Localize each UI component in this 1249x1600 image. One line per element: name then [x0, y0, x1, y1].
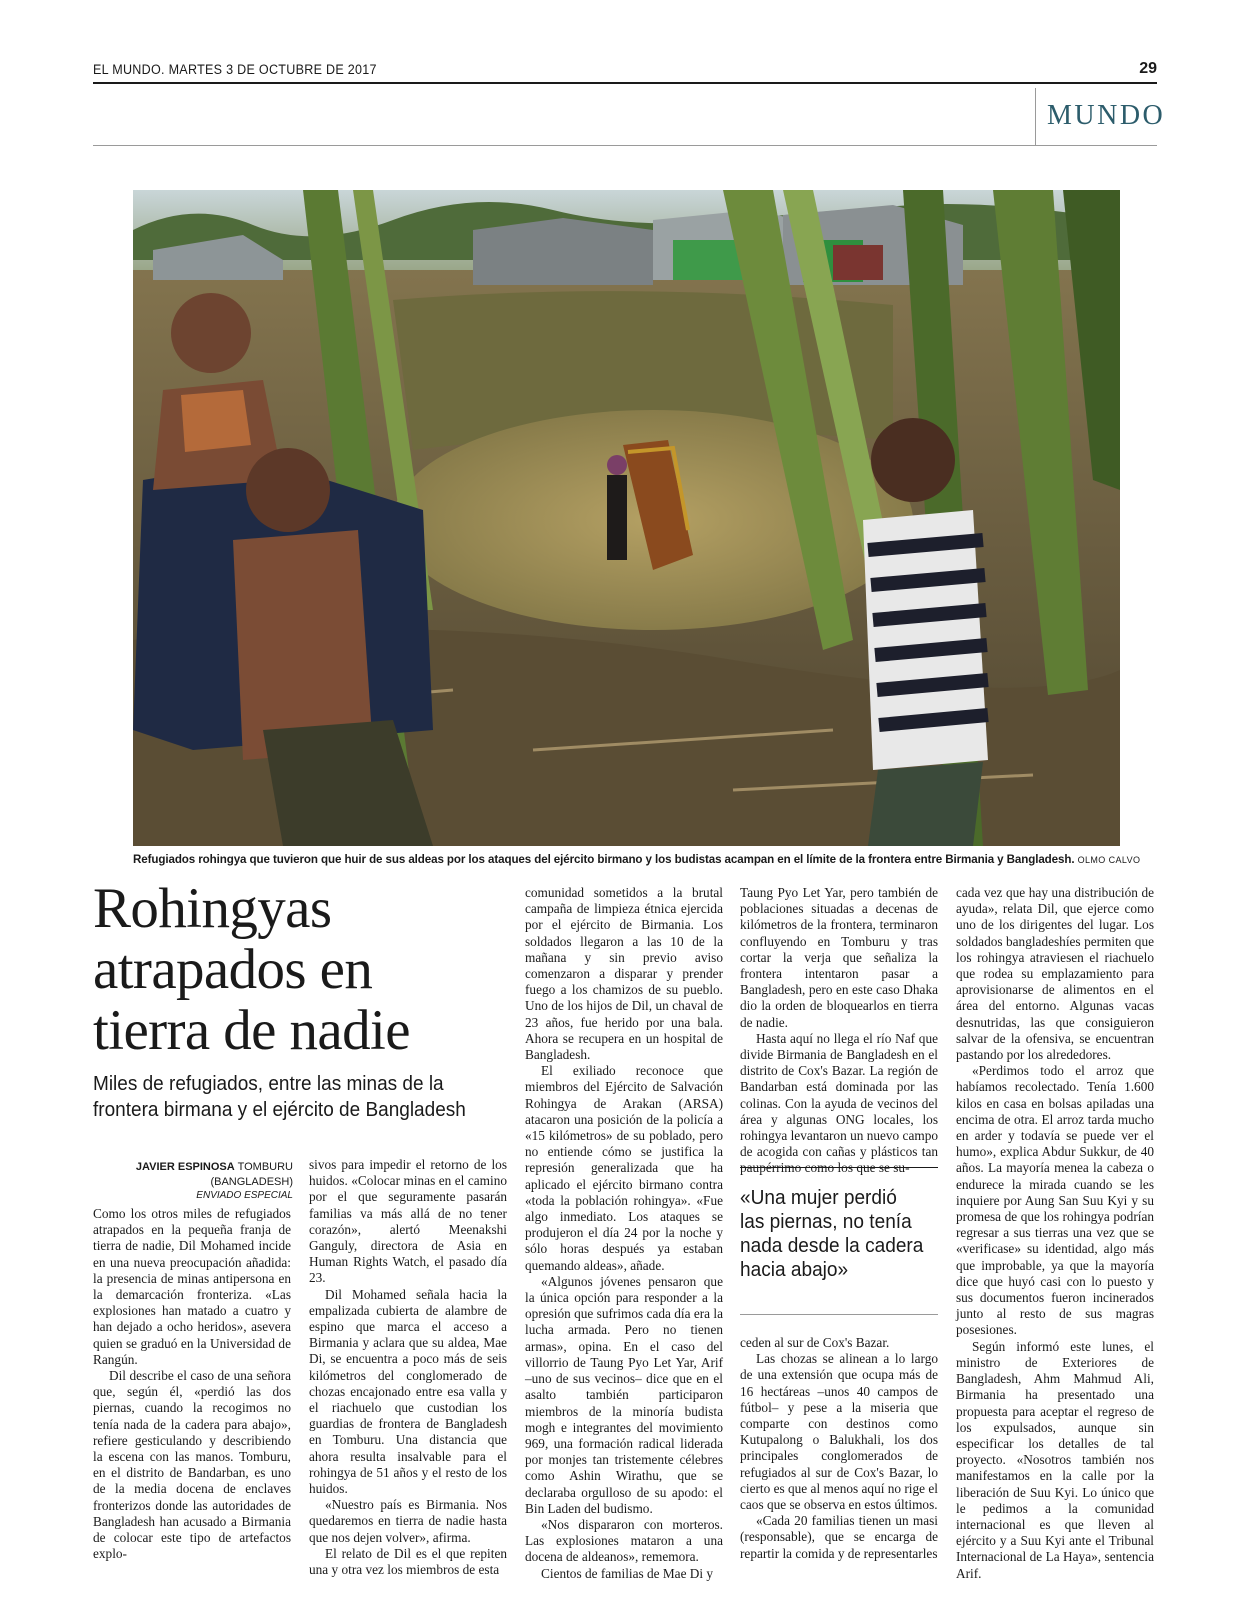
paragraph: Cientos de familias de Mae Di y — [541, 1565, 714, 1581]
caption-text: Refugiados rohingya que tuvieron que huir de sus aldeas por los ataques del ejército birmano y los budistas acampan en el límite de la frontera entre Birmania y Bangladesh. — [133, 853, 1075, 866]
top-rule — [93, 82, 1157, 84]
body-column-4-top — [740, 885, 938, 1160]
headline-line: Rohingyas — [93, 877, 332, 940]
paragraph: comunidad sometidos a la brutal campaña de limpieza étnica ejercida por el ejército de Birmania. Los soldados llegaron a las 10 de la mañana y sin previo aviso comenzaron a disparar y prender fuego a los chamizos de su pueblo. Uno de los hijos de Dil, un chaval de 23 años, fue herido por una bala. Ahora se recupera en un hospital de Bangladesh. — [525, 885, 723, 1063]
pullquote-rule-top — [740, 1167, 938, 1168]
paragraph: Dil describe el caso de una señora que, según él, «perdió las dos piernas, cuando la recogimos no tenía nada de la cadera para abajo», refiere gesticulando y describiendo la escena con las manos. Tomburu, en el distrito de Bandarban, es uno de la media docena de enclaves fronterizos donde las autoridades de Bangladesh han acusado a Birmania de colocar este tipo de artefactos explo- — [93, 1368, 291, 1562]
paragraph: «Nuestro país es Birmania. Nos quedaremos en tierra de nadie hasta que nos dejen volver», afirma. — [309, 1497, 507, 1545]
photo-credit: OLMO CALVO — [1077, 855, 1141, 865]
paragraph: «Nos dispararon con morteros. Las explosiones mataron a una docena de aldeanos», rememora. — [525, 1516, 723, 1565]
body-column-3 — [525, 885, 723, 1581]
paragraph: Las chozas se alinean a lo largo de una extensión que ocupa más de 16 hectáreas –unos 40 campos de fútbol– y pese a la miseria que comparte con destinos como Kutupalong o Balukhali, los dos principales conglomerados de refugiados al sur de Cox's Bazar, lo cierto es que al menos aquí no rige el caos que se observa en estos últimos. — [740, 1351, 938, 1513]
paragraph: «Algunos jóvenes pensaron que la única opción para responder a la opresión que sufrimos cada día era la lucha armada. Pero no tienen armas», opina. En el caso del villorrio de Taung Pyo Let Yar, Arif –uno de sus vecinos– dice que en el asalto también participaron miembros de la minoría budista mogh e integrantes del movimiento 969, una formación radical liderada por monjes tan tristemente célebres como Ashin Wirathu, que se declaraba orgulloso de su apodo: el Bin Laden del budismo. — [525, 1273, 723, 1516]
headline-line: tierra de nadie — [93, 999, 410, 1062]
byline-author: JAVIER ESPINOSA — [135, 1161, 235, 1173]
headline-line: atrapados en — [93, 938, 373, 1001]
pullquote-rule-bottom — [740, 1314, 938, 1315]
paragraph: cada vez que hay una distribución de ayuda», relata Dil, que ejerce como uno de los dirigentes del lugar. Los soldados bangladeshíes permiten que los rohingya atraviesen el riachuelo que rodea su emplazamiento para aprovisionarse de alimentos en el área del entorno. Algunas vacas desnutridas, las que consiguieron salvar de la ofensiva, se encuentran pastando por los alrededores. — [956, 885, 1154, 1063]
section-rule — [93, 145, 1157, 146]
paragraph: Dil Mohamed señala hacia la empalizada cubierta de alambre de espino que marca el acceso a Birmania y aclara que su aldea, Mae Di, se encuentra a poco más de seis kilómetros del conglomerado de chozas encajonado entre esa valla y el riachuelo que custodian los guardias de frontera de Bangladesh en Tomburu. Una distancia que ahora resulta insalvable para el rohingya de 51 años y el resto de los huidos. — [309, 1286, 507, 1497]
body-column-2 — [309, 1157, 507, 1578]
page-number: 29 — [1139, 60, 1157, 77]
paragraph: ceden al sur de Cox's Bazar. — [740, 1335, 890, 1350]
paragraph: El relato de Dil es el que repiten una y otra vez los miembros de esta — [309, 1545, 507, 1578]
headline — [93, 878, 513, 1061]
article-photo — [133, 190, 1120, 846]
paragraph: «Perdimos todo el arroz que habíamos recolectado. Tenía 1.600 kilos en casa en bolsas apiladas una encima de otra. El arroz tarda mucho en arder y todavía se puede ver el humo», explica Abdur Sukkur, de 40 años. La mayoría menea la cabeza o endurece la mirada cuando se les inquiere por Aung San Suu Kyi y su promesa de que los rohingya podrían regresar a sus tierras una vez que se «verificase» su identidad, algo más que improbable, ya que la mayoría dice que huyó casi con lo puesto y sus documentos fueron incinerados junto al resto de sus magras posesiones. — [956, 1063, 1154, 1338]
date-line: EL MUNDO. MARTES 3 DE OCTUBRE DE 2017 — [93, 62, 377, 77]
photo-caption — [133, 853, 1141, 866]
byline — [93, 1160, 293, 1204]
paragraph: Taung Pyo Let Yar, pero también de poblaciones situadas a decenas de kilómetros de la frontera, terminaron confluyendo en Tomburu y tras cortar la verja que señaliza la frontera intentaron pasar a Bangladesh, pero en este caso Dhaka dio la orden de bloquearlos en tierra de nadie. — [740, 885, 938, 1030]
paragraph: El exiliado reconoce que miembros del Ejército de Salvación Rohingya de Arakan (ARSA) atacaron una posición de la policía a «15 kilómetros» de su poblado, pero no entiende cómo se justifica la represión generalizada que ha aplicado el ejército birmano contra «toda la población rohingya». «Fue algo inmediato. Los ataques se produjeron el día 24 por la noche y sólo horas después ya estaban quemando aldeas», añade. — [525, 1063, 723, 1273]
paragraph: «Cada 20 familias tienen un masi (responsable), que se encarga de repartir la comida y de representarles — [740, 1513, 938, 1561]
byline-location: TOMBURU — [237, 1161, 293, 1173]
pullquote: «Una mujer perdió las piernas, no tenía nada desde la cadera hacia abajo» — [740, 1186, 924, 1281]
paragraph: Según informó este lunes, el ministro de Exteriores de Bangladesh, Ahm Mahmud Ali, Birmania ha presentado una propuesta para aceptar el regreso de los expulsados, aunque sin especificar los detalles de tal proyecto. «Nosotros también nos manifestamos en la calle por la liberación de Suu Kyi. Lo único que le pedimos a la comunidad internacional es que lleven al ejército y a Suu Kyi ante el Tribunal Internacional de La Haya», sentencia Arif. — [956, 1338, 1154, 1581]
subheadline: Miles de refugiados, entre las minas de la frontera birmana y el ejército de Bangladesh — [93, 1073, 466, 1121]
byline-role: ENVIADO ESPECIAL — [196, 1190, 293, 1201]
byline-location-country: (BANGLADESH) — [210, 1175, 293, 1188]
section-label: MUNDO — [1047, 100, 1166, 131]
paragraph: sivos para impedir el retorno de los huidos. «Colocar minas en el camino por el que seguramente pasarán familias va más allá de no tener corazón», alertó Meenakshi Ganguly, directora de Asia en Human Rights Watch, el pasado día 23. — [309, 1157, 507, 1286]
section-divider — [1035, 88, 1036, 146]
body-column-1 — [93, 1206, 291, 1562]
body-column-5 — [956, 885, 1154, 1581]
paragraph: Como los otros miles de refugiados atrapados en la pequeña franja de tierra de nadie, Dil Mohamed incide en una nueva preocupación añadida: la presencia de minas antipersona en la demarcación fronteriza. «Las explosiones han matado a cuatro y han dejado a ocho heridos», asevera quien se graduó en la Universidad de Rangún. — [93, 1206, 291, 1367]
paragraph: Hasta aquí no llega el río Naf que divide Birmania de Bangladesh en el distrito de Cox's Bazar. La región de Bandarban está dominada por las colinas. Con la ayuda de vecinos del área y algunas ONG locales, los rohingya levantaron un nuevo campo de acogida con cañas y plásticos tan — [740, 1030, 938, 1160]
body-column-4-bottom — [740, 1335, 938, 1561]
